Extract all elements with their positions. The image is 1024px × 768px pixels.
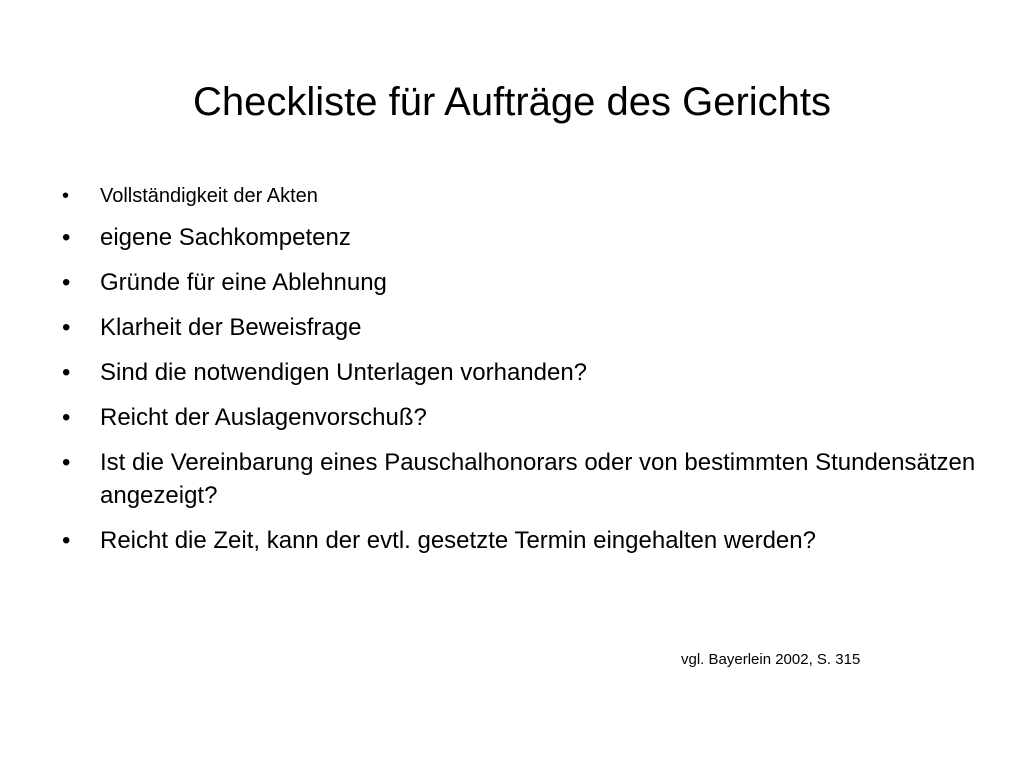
list-item-text: Vollständigkeit der Akten (100, 185, 318, 207)
list-item (62, 356, 982, 389)
bullet-icon: • (62, 224, 71, 251)
list-item (62, 524, 982, 557)
list-item-text: Reicht der Auslagenvorschuß? (100, 404, 427, 431)
list-item-text: Reicht die Zeit, kann der evtl. gesetzte Termin eingehalten werden? (100, 527, 816, 554)
slide-title: Checkliste für Aufträge des Gerichts (192, 80, 832, 124)
list-item-text: eigene Sachkompetenz (100, 224, 351, 251)
bullet-list (62, 182, 982, 569)
list-item (62, 221, 982, 254)
bullet-icon: • (62, 527, 71, 554)
bullet-icon: • (62, 269, 71, 296)
list-item (62, 311, 982, 344)
bullet-icon: • (62, 185, 70, 207)
list-item (62, 446, 982, 512)
bullet-icon: • (62, 359, 71, 386)
list-item-text: Ist die Vereinbarung eines Pauschalhonorars oder von bestimmten Stundensätzen angezeigt? (100, 449, 976, 509)
list-item-text: Sind die notwendigen Unterlagen vorhanden? (100, 359, 588, 386)
bullet-icon: • (62, 449, 71, 476)
citation: vgl. Bayerlein 2002, S. 315 (681, 651, 861, 668)
list-item-text: Klarheit der Beweisfrage (100, 314, 362, 341)
bullet-icon: • (62, 404, 71, 431)
list-item (62, 401, 982, 434)
bullet-icon: • (62, 314, 71, 341)
list-item (62, 182, 982, 210)
list-item (62, 266, 982, 299)
list-item-text: Gründe für eine Ablehnung (100, 269, 387, 296)
